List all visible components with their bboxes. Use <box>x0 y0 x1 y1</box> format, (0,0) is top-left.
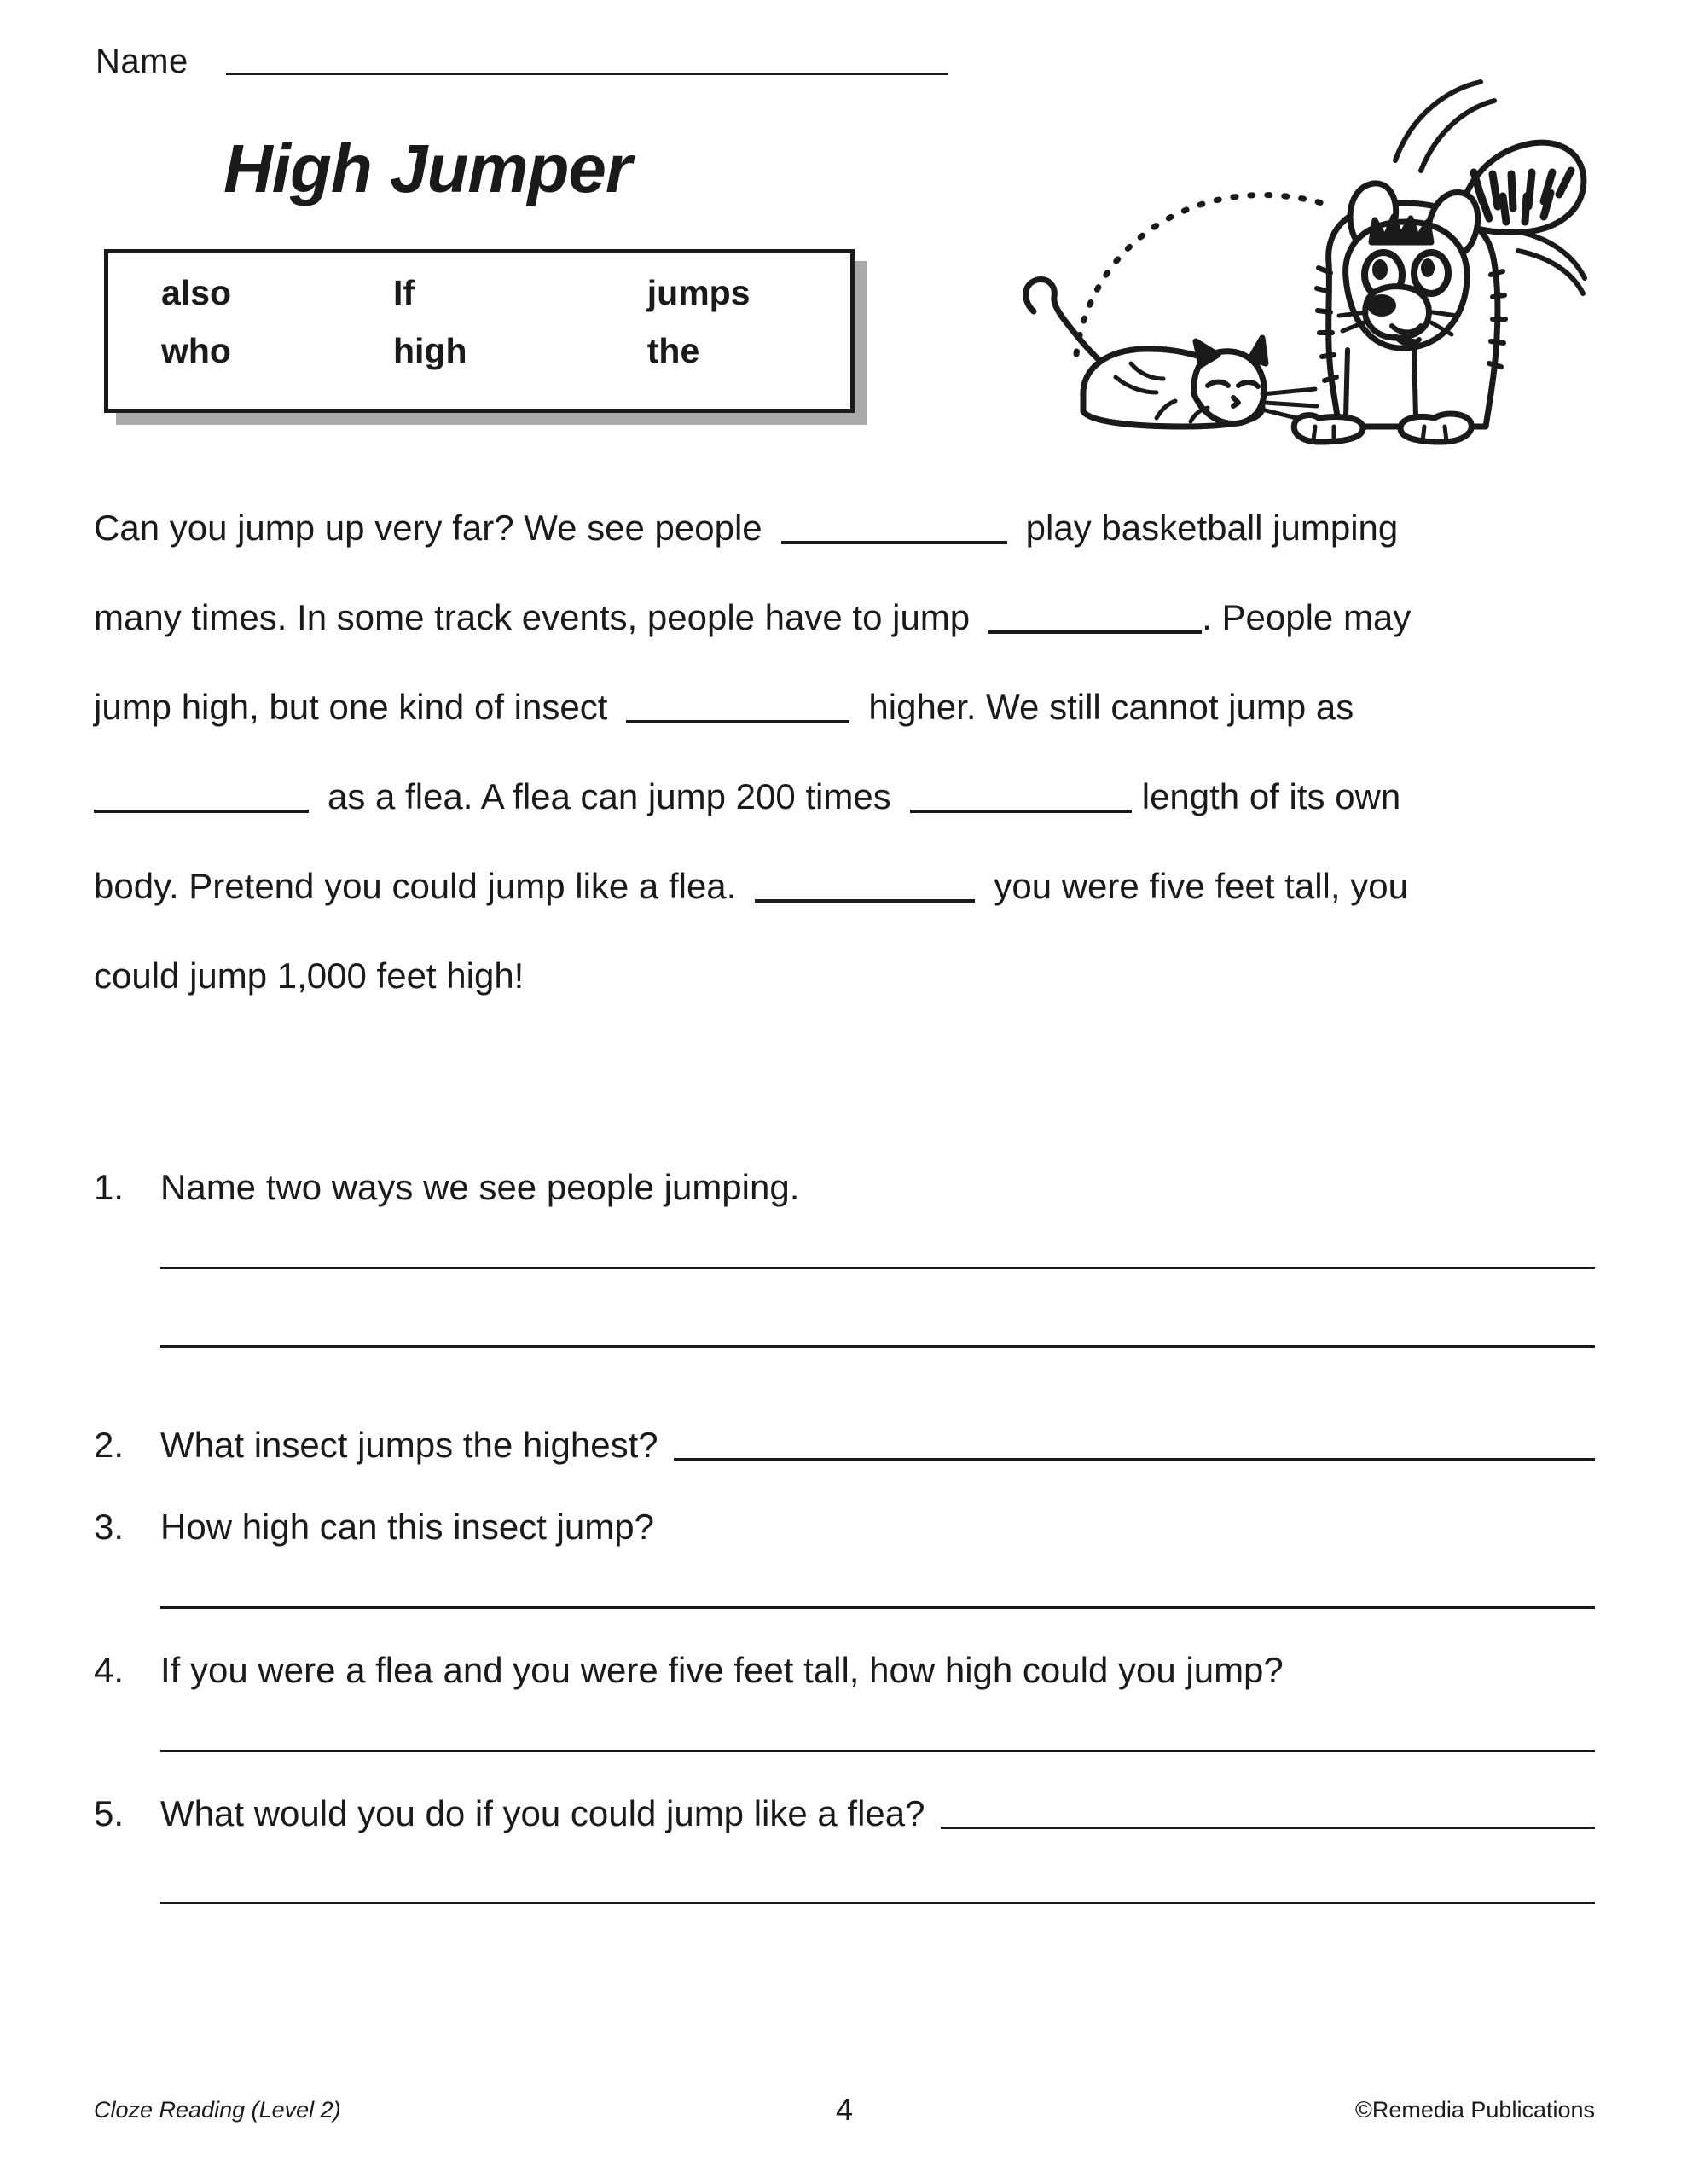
question-text: If you were a flea and you were five feet tall, how high could you jump? <box>160 1650 1284 1690</box>
passage-text: as a flea. A flea can jump 200 times <box>328 776 891 816</box>
passage-line <box>94 860 1595 950</box>
question-item <box>94 1420 1595 1471</box>
footer-copyright: ©Remedia Publications <box>1354 2096 1595 2123</box>
passage-line <box>94 681 1595 770</box>
word-bank <box>104 249 855 413</box>
answer-line[interactable] <box>160 1345 1595 1348</box>
passage-text: higher. We still cannot jump as <box>868 687 1354 727</box>
name-input-line[interactable] <box>226 72 948 75</box>
passage-line <box>94 950 1595 1039</box>
passage-text: . People may <box>1202 597 1412 637</box>
word-bank-word: also <box>161 273 232 312</box>
word-bank-word: the <box>646 331 700 370</box>
passage-text: length of its own <box>1141 776 1401 816</box>
question-item <box>94 1645 1595 1752</box>
passage-line <box>94 502 1595 591</box>
question-text: How high can this insect jump? <box>160 1507 654 1547</box>
page-number: 4 <box>835 2092 854 2127</box>
passage-text: could jump 1,000 feet high! <box>94 956 525 996</box>
word-bank-word: high <box>392 331 467 370</box>
passage-text: Can you jump up very far? We see people <box>94 508 762 548</box>
dotted-jump-arc <box>1076 195 1322 354</box>
answer-line[interactable] <box>941 1826 1596 1829</box>
page-footer <box>94 2092 1595 2128</box>
question-number: 3. <box>94 1507 125 1547</box>
passage-text: play basketball jumping <box>1025 508 1399 548</box>
question-text: What insect jumps the highest? <box>160 1425 658 1465</box>
name-field-row <box>96 44 948 78</box>
page-title: High Jumper <box>223 131 631 206</box>
answer-line[interactable] <box>674 1457 1595 1461</box>
question-text: What would you do if you could jump like a flea? <box>160 1793 925 1833</box>
dog-icon <box>1294 82 1585 442</box>
passage-line <box>94 770 1595 860</box>
question-number: 2. <box>94 1425 125 1465</box>
question-item <box>94 1162 1595 1348</box>
cloze-blank-2[interactable] <box>988 591 1202 634</box>
cat-icon <box>1026 280 1317 427</box>
question-text: Name two ways we see people jumping. <box>160 1167 800 1207</box>
footer-series-label: Cloze Reading (Level 2) <box>94 2096 341 2123</box>
word-bank-row <box>161 331 850 389</box>
cloze-passage <box>94 502 1595 1039</box>
word-bank-row <box>161 273 850 331</box>
question-number: 5. <box>94 1793 125 1833</box>
question-item <box>94 1788 1595 1904</box>
answer-line[interactable] <box>160 1901 1595 1904</box>
cloze-blank-3[interactable] <box>626 681 849 723</box>
passage-text: body. Pretend you could jump like a flea. <box>94 866 737 906</box>
question-number: 4. <box>94 1650 125 1690</box>
answer-line[interactable] <box>160 1606 1595 1609</box>
cloze-blank-5[interactable] <box>910 770 1132 813</box>
illustration-cat-and-dog <box>981 60 1655 478</box>
questions-section <box>94 1162 1595 1904</box>
question-number: 1. <box>94 1167 125 1207</box>
passage-text: many times. In some track events, people have to jump <box>94 597 971 637</box>
cloze-blank-4[interactable] <box>94 770 309 813</box>
passage-text: you were five feet tall, you <box>994 866 1408 906</box>
question-item <box>94 1502 1595 1609</box>
word-bank-word: jumps <box>646 273 751 312</box>
cloze-blank-1[interactable] <box>781 502 1007 544</box>
passage-text: jump high, but one kind of insect <box>94 687 608 727</box>
name-label: Name <box>96 43 188 80</box>
word-bank-box <box>104 249 855 413</box>
word-bank-word: who <box>161 331 231 370</box>
answer-line[interactable] <box>160 1749 1595 1752</box>
cloze-blank-6[interactable] <box>755 860 975 903</box>
passage-line <box>94 591 1595 681</box>
word-bank-word: If <box>392 273 415 312</box>
answer-line[interactable] <box>160 1266 1595 1269</box>
